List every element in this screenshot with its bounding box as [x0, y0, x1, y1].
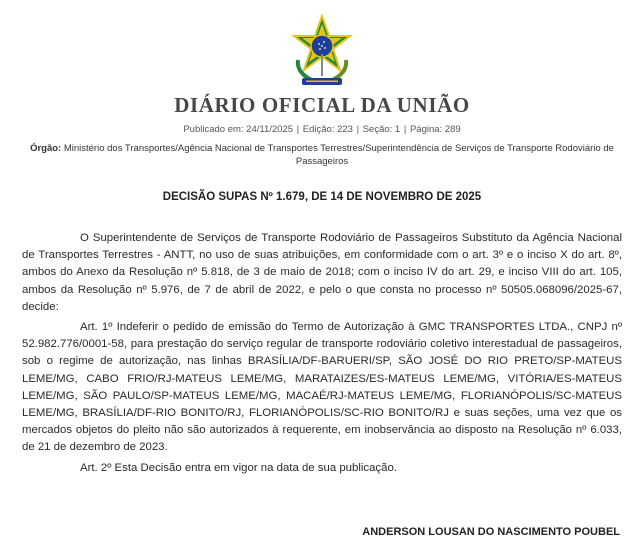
separator: |	[356, 124, 360, 135]
decision-title: DECISÃO SUPAS Nº 1.679, DE 14 DE NOVEMBRO DE 2025	[162, 191, 482, 203]
agency-text: Ministério dos Transportes/Agência Nacional de Transportes Terrestres/Superintendência de Serviços de Transporte Rodoviário de Passageiros	[63, 143, 614, 167]
issuing-agency	[30, 142, 614, 168]
coat-of-arms-icon	[286, 14, 358, 90]
page-number: Página: 289	[409, 124, 461, 135]
preamble-paragraph: O Superintendente de Serviços de Transporte Rodoviário de Passageiros Substituto da Agência Nacional de Transportes Terrestres - ANTT, no uso de suas atribuições, em conformidade com o art. 3º e o inciso X do art. 8º, ambos do Anexo da Resolução nº 5.818, de 3 de maio de 2018; com o inciso IV do art. 29, e inciso VIII do art. 105, ambos da Resolução nº 5.976, de 7 de abril de 2022, e pelo o que consta no processo nº 50505.068096/2025-67, decide:	[22, 232, 622, 313]
agency-label: Órgão:	[30, 143, 62, 154]
masthead-title: DIÁRIO OFICIAL DA UNIÃO	[174, 93, 470, 117]
separator: |	[296, 124, 300, 135]
edition-number: Edição: 223	[302, 124, 353, 135]
publication-info	[0, 124, 644, 135]
separator: |	[403, 124, 407, 135]
section-number: Seção: 1	[362, 124, 401, 135]
article-1-paragraph: Art. 1º Indeferir o pedido de emissão do Termo de Autorização à GMC TRANSPORTES LTDA., CNPJ nº 52.982.776/0001-58, para prestação do serviço regular de transporte rodoviário coletivo interestadual de passageiros, sob o regime de autorização, nas linhas BRASÍLIA/DF-BARUERI/SP, SÃO JOSÉ DO RIO PRETO/SP-MATEUS LEME/MG, CABO FRIO/RJ-MATEUS LEME/MG, MARATAIZES/ES-MATEUS LEME/MG, VITÓRIA/ES-MATEUS LEME/MG, SÃO PAULO/SP-MATEUS LEME/MG, MACAÉ/RJ-MATEUS LEME/MG, FLORIANÓPOLIS/SC-MATEUS LEME/MG, BRASÍLIA/DF-RIO BONITO/RJ, FLORIANÓPOLIS/SC-RIO BONITO/RJ e suas seções, uma vez que os mercados objetos do pleito não são autorizados à requerente, em inobservância ao disposto na Resolução nº 6.033, de 21 de dezembro de 2023.	[22, 321, 622, 454]
article-2-paragraph: Art. 2º Esta Decisão entra em vigor na data de sua publicação.	[80, 461, 397, 474]
decision-body	[22, 230, 622, 480]
published-date: Publicado em: 24/11/2025	[183, 124, 294, 135]
signatory-name: ANDERSON LOUSAN DO NASCIMENTO POUBEL	[362, 526, 620, 538]
